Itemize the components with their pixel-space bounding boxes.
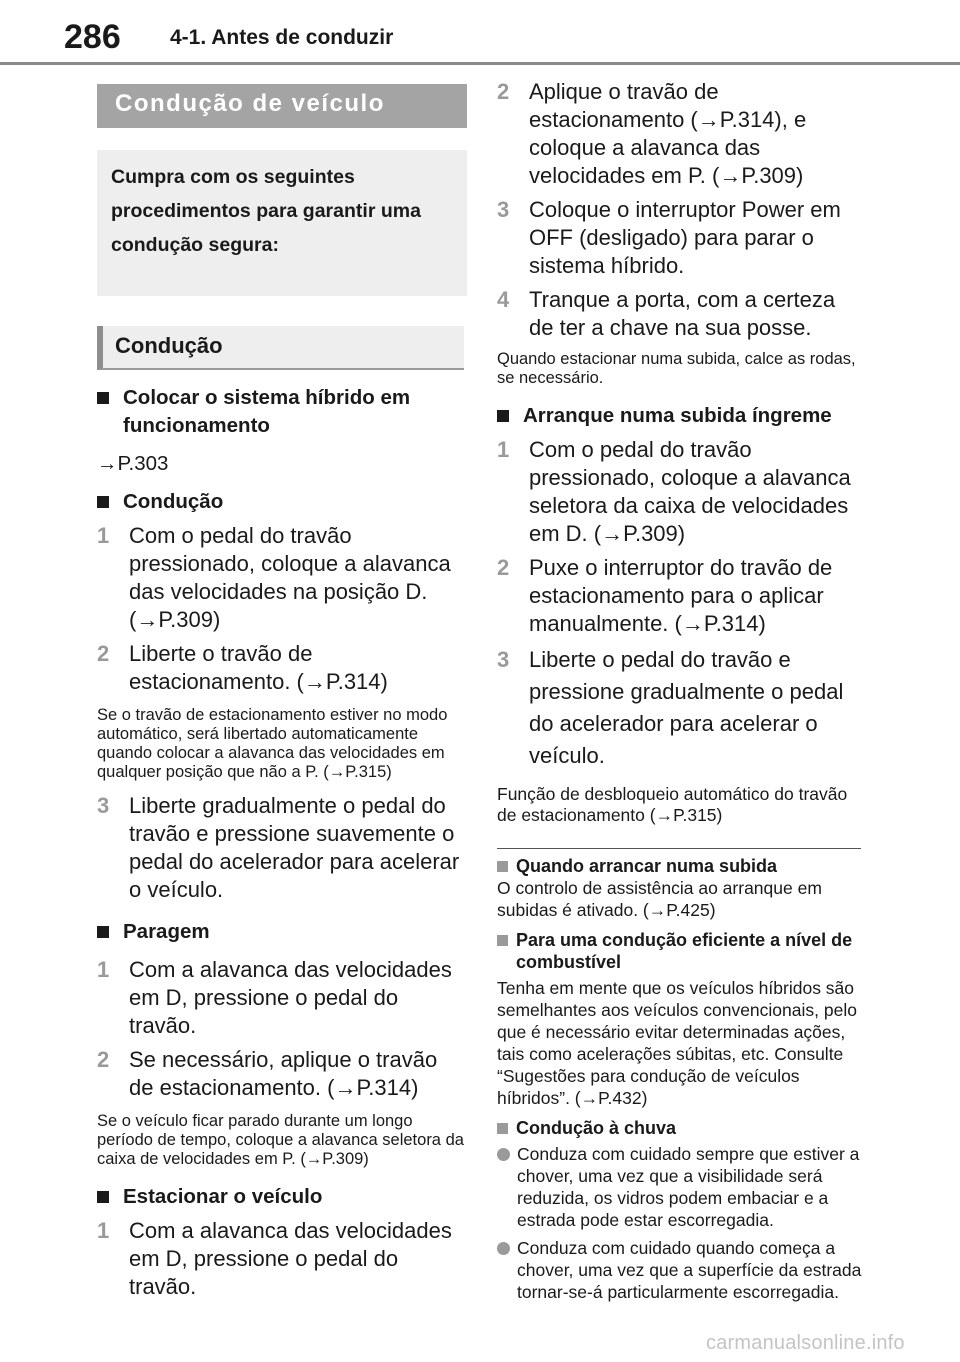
square-bullet-icon [97, 926, 109, 938]
square-bullet-icon [497, 410, 509, 422]
info-body-hill: O controlo de assistência ao arranque em subidas é ativado. (→P.425) [497, 878, 822, 920]
square-bullet-icon [497, 1123, 508, 1134]
info-body-efficient: Tenha em mente que os veículos híbridos são semelhantes aos veículos convencionais, pelo que é necessário evitar determinadas ações, tais como acelerações súbitas, etc. Consulte “Sugestões para condução de veículos híbridos”. (→P.432) [497, 978, 857, 1108]
hill-start-heading: Arranque numa subida íngreme [497, 402, 863, 430]
parking-step: 3 Coloque o interruptor Power em OFF (desligado) para parar o sistema híbrido. [497, 197, 841, 278]
page-header [0, 0, 960, 70]
info-heading-rain: Condução à chuva [497, 1117, 863, 1139]
section-title: 4-1. Antes de conduzir [170, 26, 394, 49]
driving-note: Se o travão de estacionamento estiver no modo automático, será libertado automaticamente quando colocar a alavanca das velocidades em qualquer posição que não a P. (→P.315) [97, 706, 448, 781]
header-divider [0, 62, 960, 65]
right-column [497, 78, 863, 1303]
rain-item: Conduza com cuidado sempre que estiver a chover, uma vez que a visibilidade será reduzida, os vidros podem embaciar e a estrada pode estar escorregadia. [497, 1143, 863, 1231]
hill-start-step: 3 Liberte o pedal do travão e pressione gradualmente o pedal do acelerador para acelerar o veículo. [497, 647, 844, 768]
square-bullet-icon [97, 392, 109, 404]
parking-step: 1 Com a alavanca das velocidades em D, pressione o pedal do travão. [97, 1218, 452, 1299]
driving-step: 1 Com o pedal do travão pressionado, coloque a alavanca das velocidades na posição D. (→P.309) [97, 523, 451, 632]
stopping-step: 1 Com a alavanca das velocidades em D, pressione o pedal do travão. [97, 957, 452, 1038]
info-heading-hill: Quando arrancar numa subida [497, 855, 863, 877]
stopping-heading: Paragem [97, 918, 467, 946]
rain-item: Conduza com cuidado quando começa a chover, uma vez que a superfície da estrada tornar-se-á particularmente escorregadia. [497, 1237, 863, 1303]
circle-bullet-icon [497, 1242, 510, 1255]
left-column [97, 84, 467, 1301]
intro-box: Cumpra com os seguintes procedimentos para garantir uma condução segura: [97, 150, 467, 296]
driving-heading: Condução [97, 488, 467, 516]
start-system-heading: Colocar o sistema híbrido em funcionamento [97, 384, 467, 440]
subsection-heading: Condução [97, 326, 464, 370]
square-bullet-icon [97, 496, 109, 508]
parking-step: 2 Aplique o travão de estacionamento (→P.314), e coloque a alavanca das velocidades em P. (→P.309) [497, 79, 807, 188]
site-watermark: carmanualsonline.info [706, 1332, 905, 1354]
hill-start-note: Função de desbloqueio automático do travão de estacionamento (→P.315) [497, 784, 848, 825]
driving-step: 2 Liberte o travão de estacionamento. (→P.314) [97, 641, 388, 694]
circle-bullet-icon [497, 1148, 510, 1161]
square-bullet-icon [497, 861, 508, 872]
square-bullet-icon [97, 1191, 109, 1203]
hill-start-step: 1 Com o pedal do travão pressionado, coloque a alavanca seletora da caixa de velocidades em D. (→P.309) [497, 437, 851, 546]
stopping-step: 2 Se necessário, aplique o travão de estacionamento. (→P.314) [97, 1047, 438, 1100]
driving-step: 3 Liberte gradualmente o pedal do travão e pressione suavemente o pedal do acelerador para acelerar o veículo. [97, 793, 460, 902]
chapter-banner: Condução de veículo [97, 84, 467, 128]
hill-start-step: 2 Puxe o interruptor do travão de estacionamento para o aplicar manualmente. (→P.314) [497, 555, 833, 636]
stopping-note: Se o veículo ficar parado durante um longo período de tempo, coloque a alavanca seletora da caixa de velocidades em P. (→P.309) [97, 1112, 464, 1168]
parking-heading: Estacionar o veículo [97, 1183, 467, 1211]
parking-step: 4 Tranque a porta, com a certeza de ter a chave na sua posse. [497, 287, 836, 340]
parking-note: Quando estacionar numa subida, calce as rodas, se necessário. [497, 350, 856, 387]
page-number: 286 [64, 18, 121, 56]
info-heading-efficient: Para uma condução eficiente a nível de combustível [497, 929, 863, 973]
start-system-reference: →P.303 [97, 452, 169, 475]
info-divider [497, 848, 861, 849]
square-bullet-icon [497, 935, 508, 946]
